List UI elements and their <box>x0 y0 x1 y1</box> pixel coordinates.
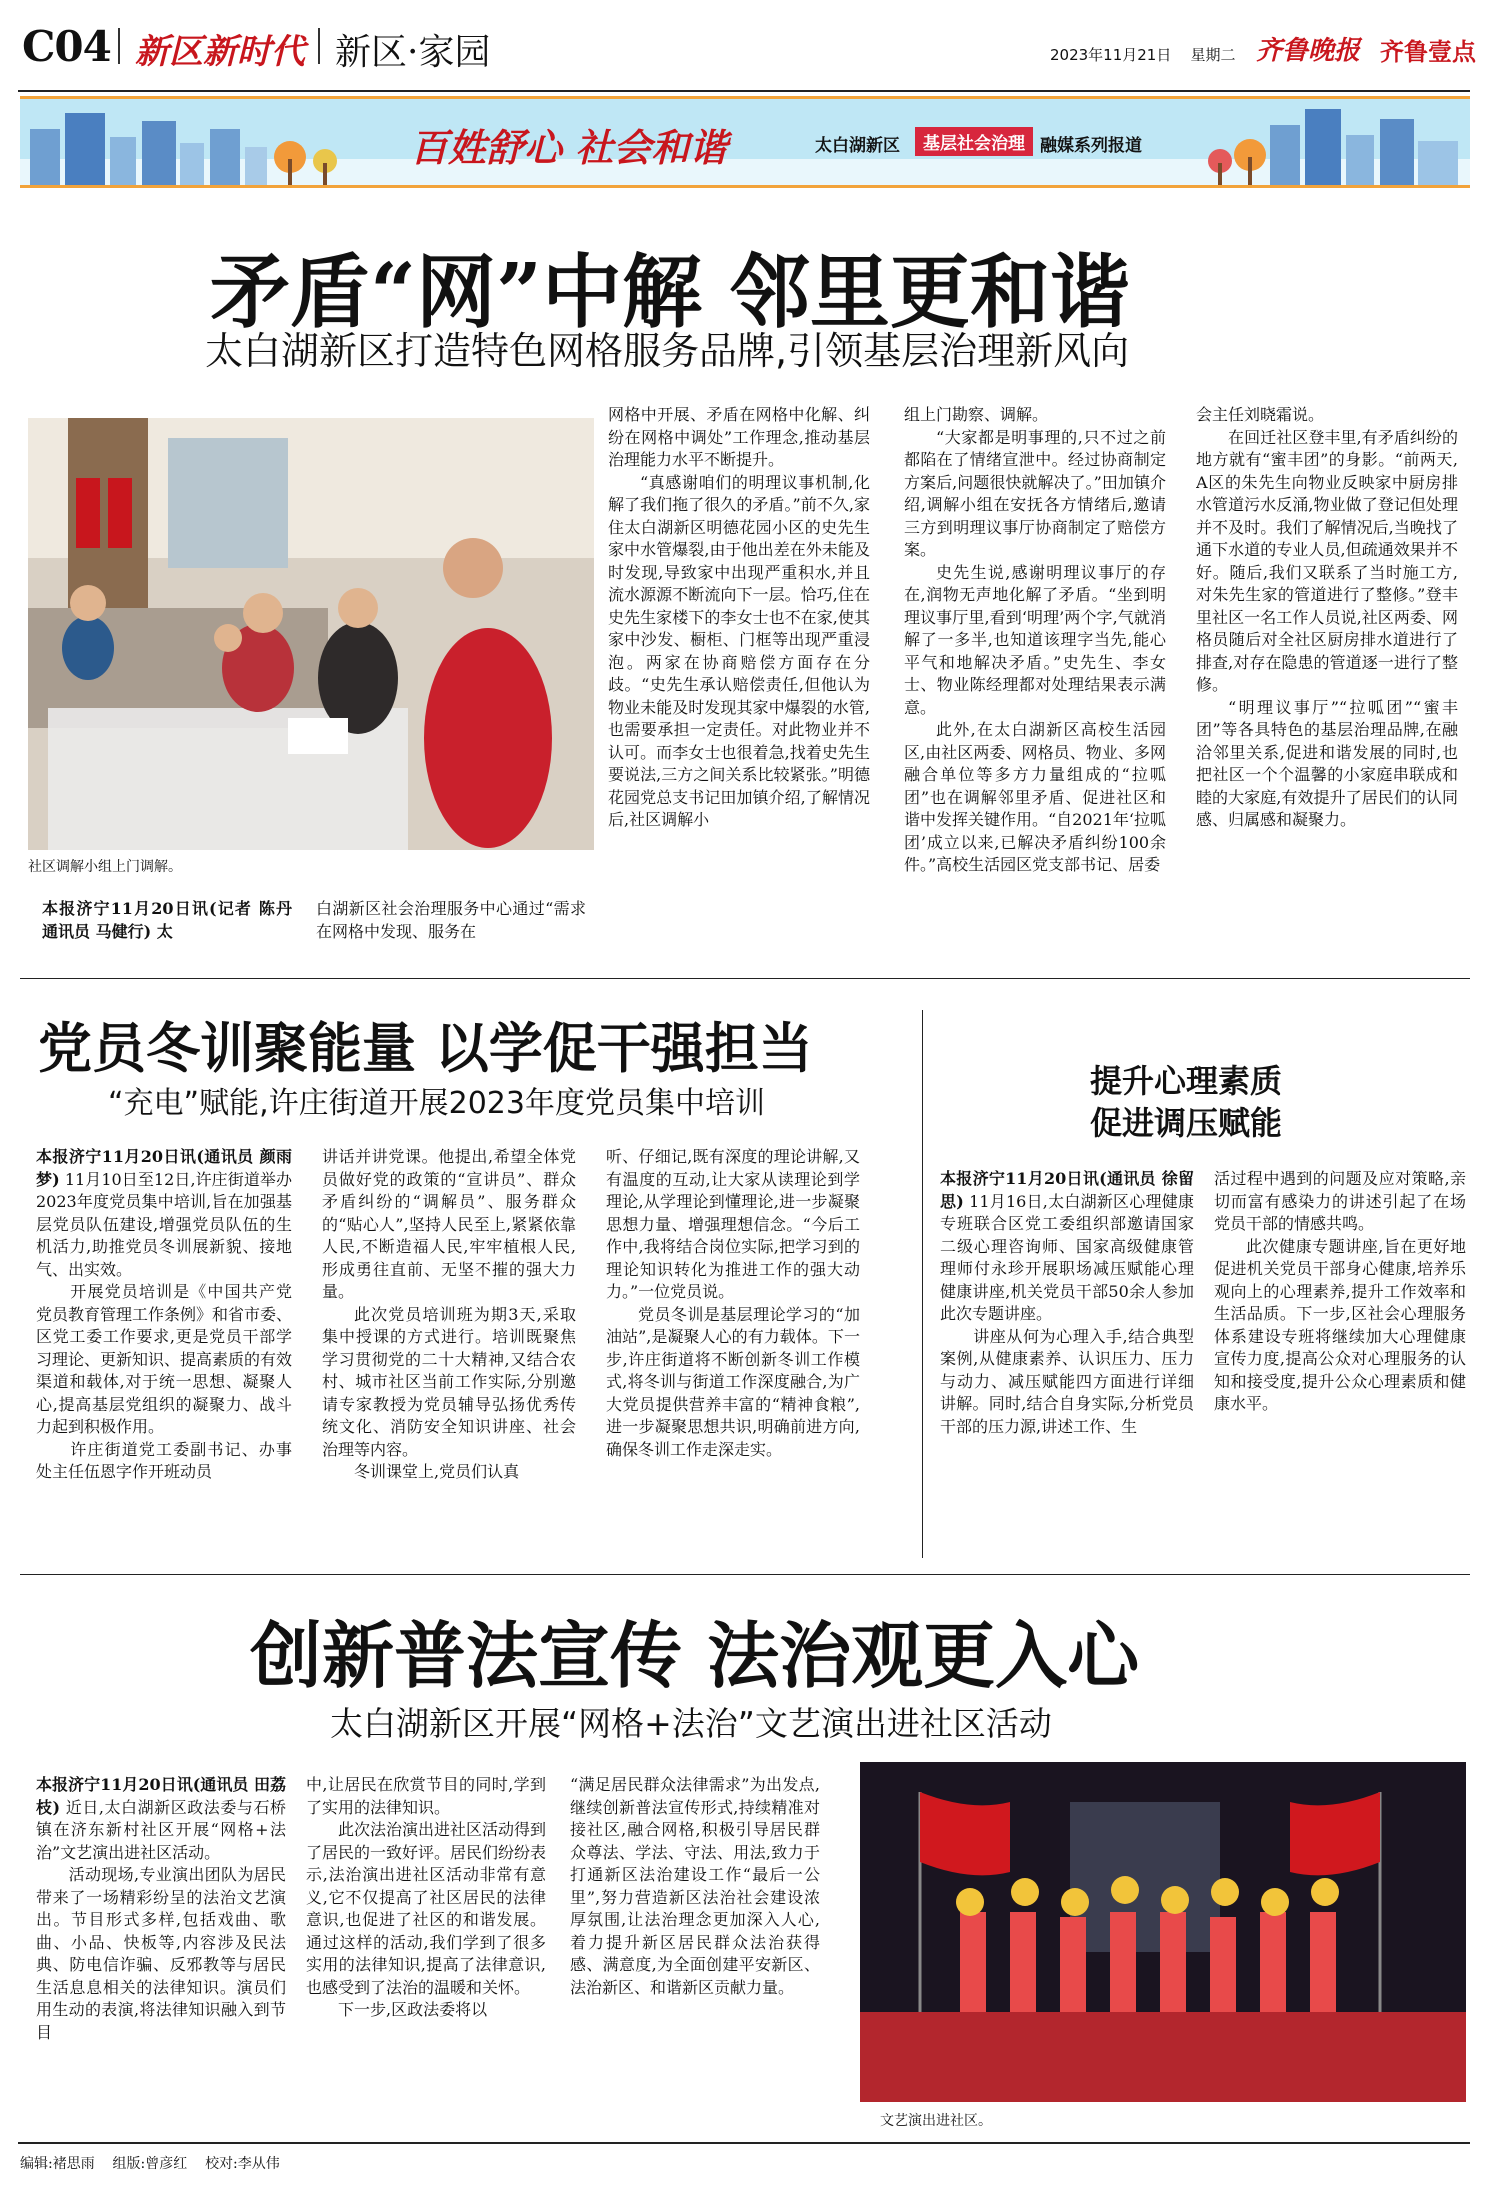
article-subheadline: 太白湖新区打造特色网格服务品牌,引领基层治理新风向 <box>205 329 1130 373</box>
byline-text: 本报济宁11月20日讯(通讯员 颜雨梦) <box>36 1147 292 1189</box>
weekday: 星期二 <box>1190 46 1236 64</box>
article-column <box>940 1168 1194 1558</box>
header-divider <box>318 28 320 64</box>
paragraph: 党员冬训是基层理论学习的“加油站”,是凝聚人心的有力载体。下一步,许庄街道将不断创新冬训工作模式,将冬训与街道工作深度融合,为广大党员提供营养丰富的“精神食粮”,进一步凝聚思想共识,明确前进方向,确保冬训工作走深走实。 <box>606 1304 860 1459</box>
editor-credit: 编辑:褚思雨 <box>20 2156 95 2172</box>
layout-credit: 组版:曾彦红 <box>112 2156 188 2172</box>
section-divider <box>20 978 1470 979</box>
banner-slogan: 百姓舒心 社会和谐 <box>410 125 728 170</box>
date-line <box>1050 44 1235 65</box>
newspaper-logo: 齐鲁晚报 <box>1256 36 1361 66</box>
article-column <box>306 1774 546 2134</box>
banner-district: 太白湖新区 <box>815 136 900 156</box>
article-column <box>36 1146 292 1566</box>
header-divider <box>118 28 120 64</box>
article-column <box>1196 404 1458 964</box>
series-banner <box>20 96 1470 188</box>
article-byline <box>42 898 292 958</box>
column-text: 11月16日,太白湖新区心理健康专班联合区党工委组织部邀请国家二级心理咨询师、国家高级健康管理师付永珍开展职场减压赋能心理健康讲座,机关党员干部50余人参加此次专题讲座。 讲座从何为心理入手,结合典型案例,从健康素养、认识压力、压力与动力、减压赋能四方面进行详细讲解。同时,结合自身实际,分析党员干部的压力源,讲述工作、生 <box>940 1191 1194 1436</box>
paragraph: 中,让居民在欣赏节目的同时,学到了实用的法律知识。 <box>306 1775 546 1817</box>
paragraph: “真感谢咱们的明理议事机制,化解了我们拖了很久的矛盾。”前不久,家住太白湖新区明德花园小区的史先生家中水管爆裂,由于他出差在外未能及时发现,导致家中出现严重积水,并且流水源源不断流向下一层。恰巧,住在史先生家楼下的李女士也不在家,使其家中沙发、橱柜、门框等出现严重浸泡。两家在协商赔偿方面存在分歧。“史先生承认赔偿责任,但他认为物业未能及时发现其家中爆裂的水管,也需要承担一定责任。对此物业并不认可。而李女士也很着急,找着史先生要说法,三方之间关系比较紧张。”明德花园党总支书记田加镇介绍,了解情况后,社区调解小 <box>608 472 870 829</box>
paragraph: 组上门勘察、调解。 <box>904 405 1049 424</box>
city-skyline-illustration <box>20 99 1470 185</box>
paragraph: 此次法治演出进社区活动得到了居民的一致好评。居民们纷纷表示,法治演出进社区活动非常有意义,它不仅提高了社区居民的法律意识,也促进了社区的和谐发展。通过这样的活动,我们学到了很多实用的法律知识,提高了法律意识,也感受到了法治的温暖和关怀。 <box>306 1820 546 1997</box>
paragraph: 下一步,区政法委将以 <box>338 2000 488 2019</box>
issue-date: 2023年11月21日 <box>1050 46 1172 64</box>
article-column <box>904 404 1166 964</box>
page-number: C04 <box>22 22 111 71</box>
proof-credit: 校对:李从伟 <box>205 2156 280 2172</box>
byline-text: 本报济宁11月20日讯(通讯员 田荔枝) <box>36 1775 286 1817</box>
column-text: 近日,太白湖新区政法委与石桥镇在济东新村社区开展“网格+法治”文艺演出进社区活动。 活动现场,专业演出团队为居民带来了一场精彩纷呈的法治文艺演出。节目形式多样,包括戏曲、歌曲、小品、快板等,内容涉及民法典、防电信诈骗、反邪教等与居民生活息息相关的法律知识。演员们用生动的表演,将法律知识融入到节目 <box>36 1797 286 2042</box>
paragraph: 史先生说,感谢明理议事厅的存在,润物无声地化解了矛盾。“坐到明理议事厅里,看到‘明理’两个字,气就消解了一多半,也知道该理字当先,能心平气和地解决矛盾。”史先生、李女士、物业陈经理都对处理结果表示满意。 <box>904 562 1166 717</box>
byline-text: 本报济宁11月20日讯(通讯员 徐留思) <box>940 1169 1194 1211</box>
paragraph: 此次健康专题讲座,旨在更好地促进机关党员干部身心健康,培养乐观向上的心理素养,提升工作效率和生活品质。下一步,区社会心理服务体系建设专班将继续加大心理健康宣传力度,提高公众对心理服务的认知和接受度,提升公众心理素质和健康水平。 <box>1214 1236 1466 1413</box>
article-subheadline: “充电”赋能,许庄街道开展2023年度党员集中培训 <box>108 1086 765 1121</box>
paragraph: 网格中开展、矛盾在网格中化解、纠纷在网格中调处”工作理念,推动基层治理能力水平不断提升。 <box>608 405 870 469</box>
section-title: 新区·家园 <box>335 32 491 73</box>
article-headline: 矛盾“网”中解 邻里更和谐 <box>210 245 1130 339</box>
article-column <box>606 1146 860 1566</box>
column-text: 11月10日至12日,许庄街道举办2023年度党员集中培训,旨在加强基层党员队伍建设,增强党员队伍的生机活力,助推党员冬训展新貌、接地气、出实效。 开展党员培训是《中国共产党党员教育管理工作条例》和省市委、区党工委工作要求,更是党员干部学习理论、更新知识、提高素质的有效渠道和载体,对于统一思想、凝聚人心,提高基层党组织的凝聚力、战斗力起到积极作用。 许庄街道党工委副书记、办事处主任伍恩字作开班动员 <box>36 1169 292 1481</box>
stage-performance-illustration <box>860 1762 1466 2102</box>
header-rule <box>18 90 1470 92</box>
credits-line <box>20 2153 280 2173</box>
byline-text: 本报济宁11月20日讯(记者 陈丹 通讯员 马健行) 太 <box>42 899 292 941</box>
article-column <box>1214 1168 1466 1558</box>
article-column <box>322 1146 576 1566</box>
paragraph: 听、仔细记,既有深度的理论讲解,又有温度的互动,让大家从读理论到学理论,从学理论到懂理论,进一步凝聚思想力量、增强理想信念。“今后工作中,我将结合岗位实际,把学习到的理论知识转化为推进工作的强大动力。”一位党员说。 <box>606 1147 860 1301</box>
paragraph: 会主任刘晓霜说。 <box>1196 405 1325 424</box>
paragraph: 在回迁社区登丰里,有矛盾纠纷的地方就有“蜜丰团”的身影。“前两天,A区的朱先生向物业反映家中厨房排水管道污水反涌,物业做了登记但处理并不及时。我们了解情况后,当晚找了通下水道的专业人员,但疏通效果并不好。随后,我们又联系了当时施工方,对朱先生家的管道进行了整修。”登丰里社区一名工作人员说,社区两委、网格员随后对全社区厨房排水道进行了排查,对存在隐患的管道逐一进行了整修。 <box>1196 427 1458 694</box>
paragraph: 此次党员培训班为期3天,采取集中授课的方式进行。培训既聚焦学习贯彻党的二十大精神,又结合农村、城市社区当前工作实际,分别邀请专家教授为党员辅导弘扬优秀传统文化、消防安全知识讲座、社会治理等内容。 <box>322 1304 576 1459</box>
footer-rule <box>18 2142 1470 2144</box>
banner-series: 融媒系列报道 <box>1040 136 1142 156</box>
headline-line: 提升心理素质 <box>1090 1062 1283 1100</box>
app-logo: 齐鲁壹点 <box>1380 37 1476 66</box>
article-column: 白湖新区社会治理服务中心通过“需求在网格中发现、服务在 <box>316 899 586 941</box>
paragraph: “明理议事厅”“拉呱团”“蜜丰团”等各具特色的基层治理品牌,在融洽邻里关系,促进和谐发展的同时,也把社区一个个温馨的小家庭串联成和睦的大家庭,有效提升了居民们的认同感、归属感和凝聚力。 <box>1196 697 1458 829</box>
performance-photo <box>860 1762 1466 2102</box>
paragraph: 冬训课堂上,党员们认真 <box>354 1462 520 1481</box>
paragraph: 讲话并讲党课。他提出,希望全体党员做好党的政策的“宣讲员”、群众矛盾纠纷的“调解员”、服务群众的“贴心人”,坚持人民至上,紧紧依靠人民,不断造福人民,牢牢植根人民,形成勇往直前、无坚不摧的强大力量。 <box>322 1147 576 1301</box>
paragraph: 活过程中遇到的问题及应对策略,亲切而富有感染力的讲述引起了在场党员干部的情感共鸣。 <box>1214 1169 1466 1233</box>
mediation-scene-illustration <box>28 418 594 850</box>
article-subheadline: 太白湖新区开展“网格+法治”文艺演出进社区活动 <box>330 1704 1052 1743</box>
article-headline <box>1090 1060 1282 1144</box>
photo-caption: 文艺演出进社区。 <box>880 2113 992 2129</box>
article-column <box>608 404 870 964</box>
article-column: “满足居民群众法律需求”为出发点,继续创新普法宣传形式,持续精准对接社区,融合网格,积极引导居民群众尊法、学法、守法、用法,致力于打通新区法治建设工作“最后一公里”,努力营造新区法治社会建设浓厚氛围,让法治理念更加深入人心,着力提升新区居民群众法治获得感、满意度,为全面创建平安新区、法治新区、和谐新区贡献力量。 <box>570 1775 820 1997</box>
article-column <box>36 1774 286 2134</box>
photo-caption: 社区调解小组上门调解。 <box>28 859 182 875</box>
column-brand: 新区新时代 <box>135 32 305 72</box>
paragraph: 此外,在太白湖新区高校生活园区,由社区两委、网格员、物业、多网融合单位等多方力量组成的“拉呱团”也在调解邻里矛盾、促进社区和谐中发挥关键作用。“自2021年‘拉呱团’成立以来,已解决矛盾纠纷100余件。”高校生活园区党支部书记、居委 <box>904 720 1166 874</box>
mediation-photo <box>28 418 594 850</box>
paragraph: “大家都是明事理的,只不过之前都陷在了情绪宣泄中。经过协商制定方案后,问题很快就解决了。”田加镇介绍,调解小组在安抚各方情绪后,邀请三方到明理议事厅协商制定了赔偿方案。 <box>904 427 1166 559</box>
article-headline: 党员冬训聚能量 以学促干强担当 <box>38 1016 813 1080</box>
section-divider <box>20 1574 1470 1575</box>
banner-tag: 基层社会治理 <box>915 127 1033 156</box>
headline-line: 促进调压赋能 <box>1090 1104 1283 1142</box>
column-divider <box>922 1010 923 1558</box>
article-headline: 创新普法宣传 法治观更入心 <box>250 1613 1140 1698</box>
